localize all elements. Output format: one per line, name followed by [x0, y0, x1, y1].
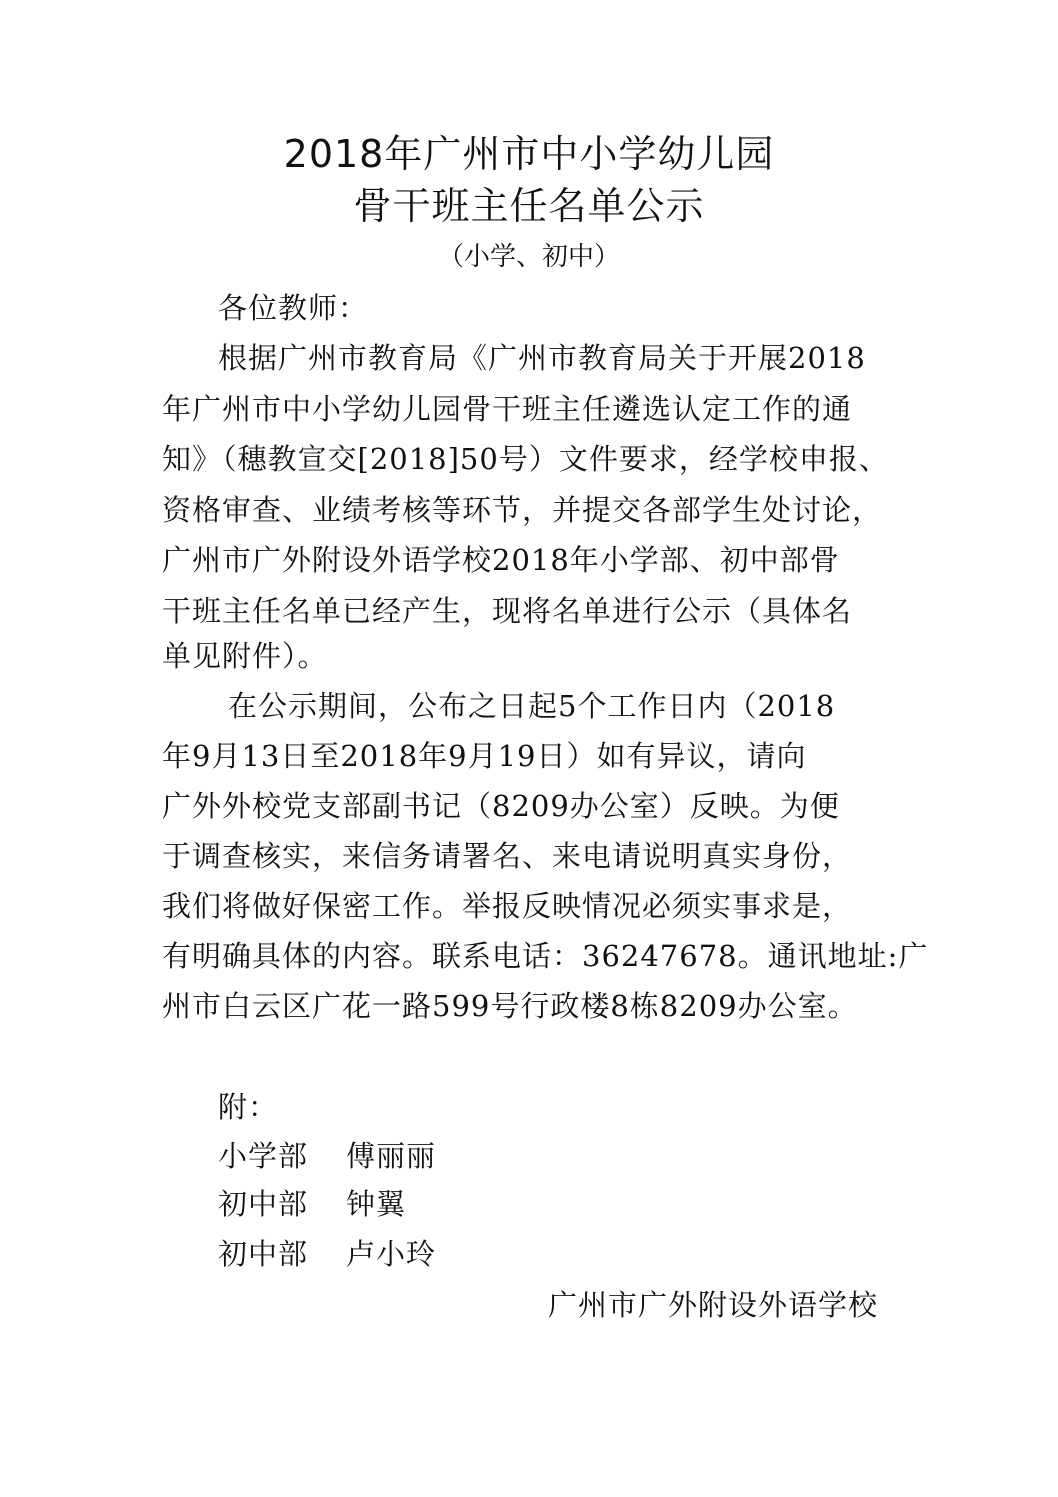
- paragraph-1-line: 资格审查、业绩考核等环节，并提交各部学生处讨论，: [162, 493, 883, 527]
- appendix-department: 小学部: [218, 1139, 309, 1173]
- paragraph-1-line: 干班主任名单已经产生，现将名单进行公示（具体名: [162, 594, 853, 628]
- paragraph-1-line: 知》（穗教宣交[2018]50号）文件要求，经学校申报、: [162, 442, 889, 476]
- paragraph-1-line: 广州市广外附设外语学校2018年小学部、初中部骨: [162, 543, 840, 577]
- paragraph-1-line: 根据广州市教育局《广州市教育局关于开展2018: [218, 341, 866, 375]
- paragraph-1-line: 年广州市中小学幼儿园骨干班主任遴选认定工作的通: [162, 392, 853, 426]
- paragraph-1-line: 单见附件）。: [162, 639, 328, 673]
- paragraph-2-line: 广外外校党支部副书记（8209办公室）反映。为便: [162, 789, 840, 823]
- appendix-label: 附：: [218, 1090, 279, 1124]
- appendix-entry: [218, 1184, 406, 1224]
- appendix-name: 傅丽丽: [346, 1139, 437, 1173]
- paragraph-2-line: 州市白云区广花一路599号行政楼8栋8209办公室。: [162, 989, 858, 1023]
- paragraph-2-line: 有明确具体的内容。联系电话：36247678。通讯地址:广: [162, 939, 929, 973]
- title-line-1: 2018年广州市中小学幼儿园: [283, 132, 775, 176]
- paragraph-2-line: 于调查核实，来信务请署名、来电请说明真实身份，: [162, 839, 853, 873]
- subtitle: （小学、初中）: [437, 242, 620, 272]
- paragraph-2-line: 在公示期间，公布之日起5个工作日内（2018: [228, 689, 836, 723]
- appendix-name: 卢小玲: [346, 1237, 437, 1271]
- greeting: 各位教师：: [218, 291, 369, 325]
- signature: 广州市广外附设外语学校: [548, 1288, 879, 1322]
- appendix-entry: [218, 1234, 436, 1274]
- appendix-department: 初中部: [218, 1187, 309, 1221]
- paragraph-2-line: 我们将做好保密工作。举报反映情况必须实事求是，: [162, 889, 853, 923]
- paragraph-2-line: 年9月13日至2018年9月19日）如有异议，请向: [162, 739, 807, 773]
- appendix-entry: [218, 1136, 436, 1176]
- appendix-department: 初中部: [218, 1237, 309, 1271]
- title-line-2: 骨干班主任名单公示: [353, 184, 705, 228]
- appendix-name: 钟翼: [346, 1187, 407, 1221]
